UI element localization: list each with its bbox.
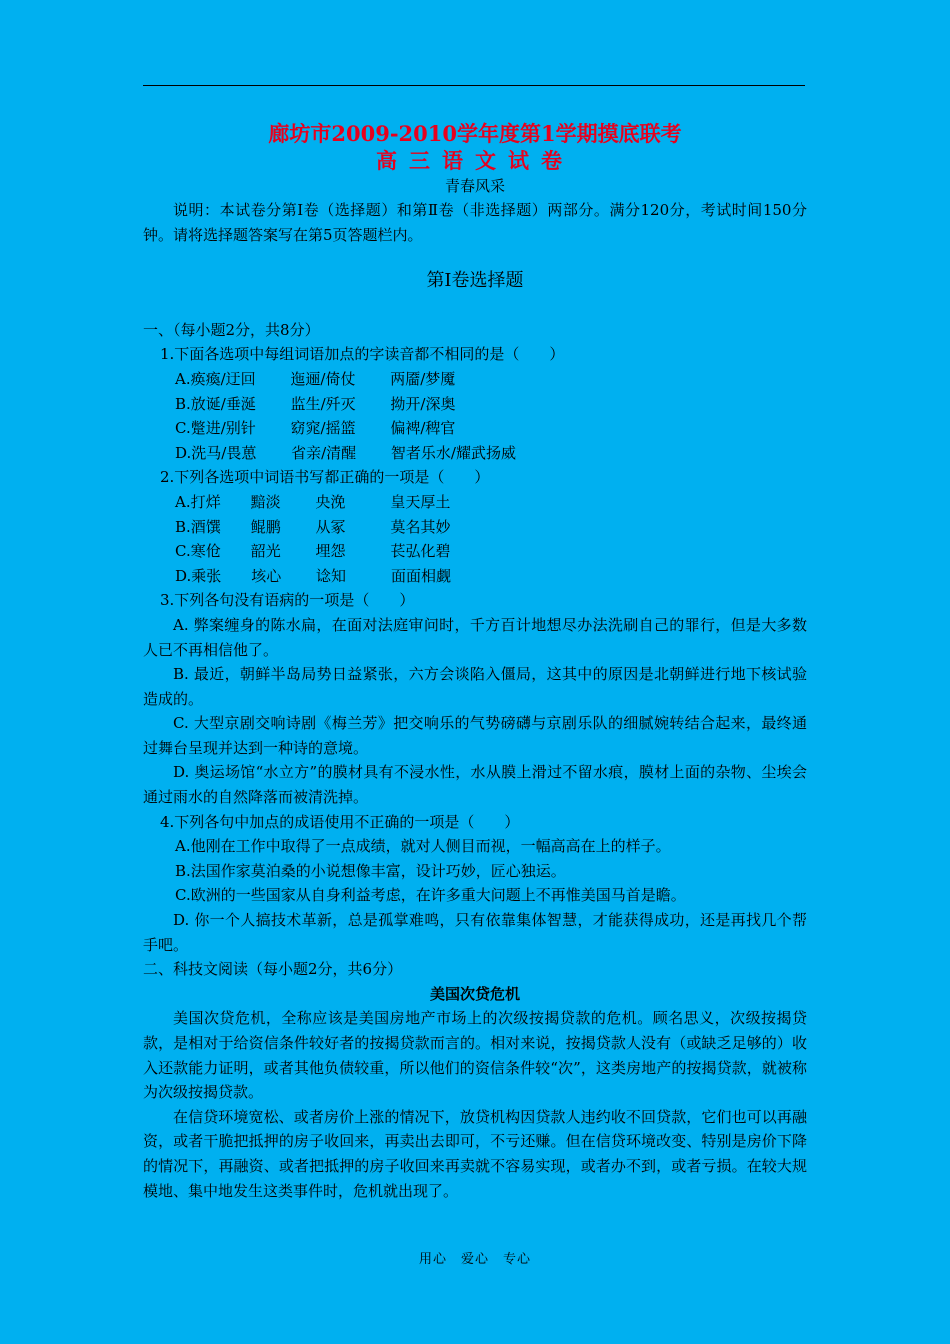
page-footer: 用心 爱心 专心	[418, 1252, 531, 1267]
section2-heading: 二、科技文阅读（每小题2分，共6分）	[143, 960, 403, 979]
q4-option-a: A.他刚在工作中取得了一点成绩，就对人侧目而视，一幅高高在上的样子。	[175, 837, 671, 856]
q3-option-d: D. 奥运场馆“水立方”的膜材具有不浸水性，水从膜上滑过不留水痕，膜材上面的杂物、尘埃会通过雨水的自然降落而被清洗掉。	[143, 763, 807, 807]
article-paragraph: 在信贷环境宽松、或者房价上涨的情况下，放贷机构因贷款人违约收不回贷款，它们也可以再融资，或者干脆把抵押的房子收回来，再卖出去即可，不亏还赚。但在信贷环境改变、特别是房价下降的情况下，再融资、或者把抵押的房子收回来再卖就不容易实现，或者办不到，或者亏损。在较大规模地、集中地发生这类事件时，危机就出现了。	[143, 1107, 807, 1200]
q2-option-c: C.寒伧 韶光 埋怨 苌弘化碧	[175, 542, 451, 561]
q3-option-b: B. 最近，朝鲜半岛局势日益紧张，六方会谈陷入僵局，这其中的原因是北朝鲜进行地下核试验造成的。	[143, 665, 807, 708]
q2-option-d: D.乘张 垓心 谂知 面面相觑	[175, 566, 452, 585]
article-title: 美国次贷危机	[429, 984, 520, 1003]
q1-option-d: D.洗马/畏葸 省亲/清醒 智者乐水/耀武扬威	[175, 443, 516, 462]
q2-option-b: B.酒馔 鲲鹏 从冢 莫名其妙	[175, 517, 451, 536]
q1-option-c: C.蹩进/别针 窈窕/摇篮 偏裨/稗官	[175, 419, 456, 438]
exam-subtitle: 高三语文试卷	[376, 148, 574, 173]
article-paragraph: 美国次贷危机，全称应该是美国房地产市场上的次级按揭贷款的危机。顾名思义，次级按揭贷款，是相对于给资信条件较好者的按揭贷款而言的。相对来说，按揭贷款人没有（或缺乏足够的）收入还款能力证明，或者其他负债较重，所以他们的资信条件较“次”，这类房地产的按揭贷款，就被称为次级按揭贷款。	[143, 1009, 807, 1102]
section1-heading: 一、（每小题2分，共8分）	[143, 320, 320, 339]
q2-stem: 2.下列各选项中词语书写都正确的一项是（ ）	[160, 468, 490, 487]
q3-option-a: A. 弊案缠身的陈水扁，在面对法庭审问时，千方百计地想尽办法洗刷自己的罪行，但是大多数人已不再相信他了。	[143, 615, 807, 659]
q4-option-c: C.欧洲的一些国家从自身利益考虑，在许多重大问题上不再惟美国马首是瞻。	[175, 886, 686, 905]
q4-option-d: D. 你一个人搞技术革新，总是孤掌难鸣，只有依靠集体智慧，才能获得成功，还是再找几个帮手吧。	[143, 911, 807, 954]
q1-option-a: A.痪瘓/迂回 迤逦/倚仗 两靥/梦魇	[175, 369, 456, 388]
byline: 青春风采	[444, 177, 505, 195]
q2-option-a: A.打烊 黯淡 央浼 皇天厚土	[175, 492, 451, 511]
part1-title: 第Ⅰ卷选择题	[426, 270, 524, 292]
q3-option-c: C. 大型京剧交响诗剧《梅兰芳》把交响乐的气势磅礴与京剧乐队的细腻婉转结合起来，最终通过舞台呈现并达到一种诗的意境。	[143, 714, 807, 757]
q3-stem: 3.下列各句没有语病的一项是（ ）	[160, 591, 415, 610]
exam-title: 廊坊市2009-2010学年度第1学期摸底联考	[268, 121, 682, 146]
q1-option-b: B.放诞/垂涎 监生/歼灭 拗开/深奥	[175, 394, 456, 413]
q1-stem: 1.下面各选项中每组词语加点的字读音都不相同的是（ ）	[160, 345, 565, 364]
header-rule	[143, 85, 805, 86]
document-body	[143, 120, 807, 1203]
instructions: 说明：本试卷分第Ⅰ卷（选择题）和第Ⅱ卷（非选择题）两部分。满分120分，考试时间150分钟。请将选择题答案写在第5页答题栏内。	[143, 201, 807, 244]
q4-stem: 4.下列各句中加点的成语使用不正确的一项是（ ）	[160, 812, 520, 831]
q4-option-b: B.法国作家莫泊桑的小说想像丰富，设计巧妙，匠心独运。	[175, 861, 566, 880]
